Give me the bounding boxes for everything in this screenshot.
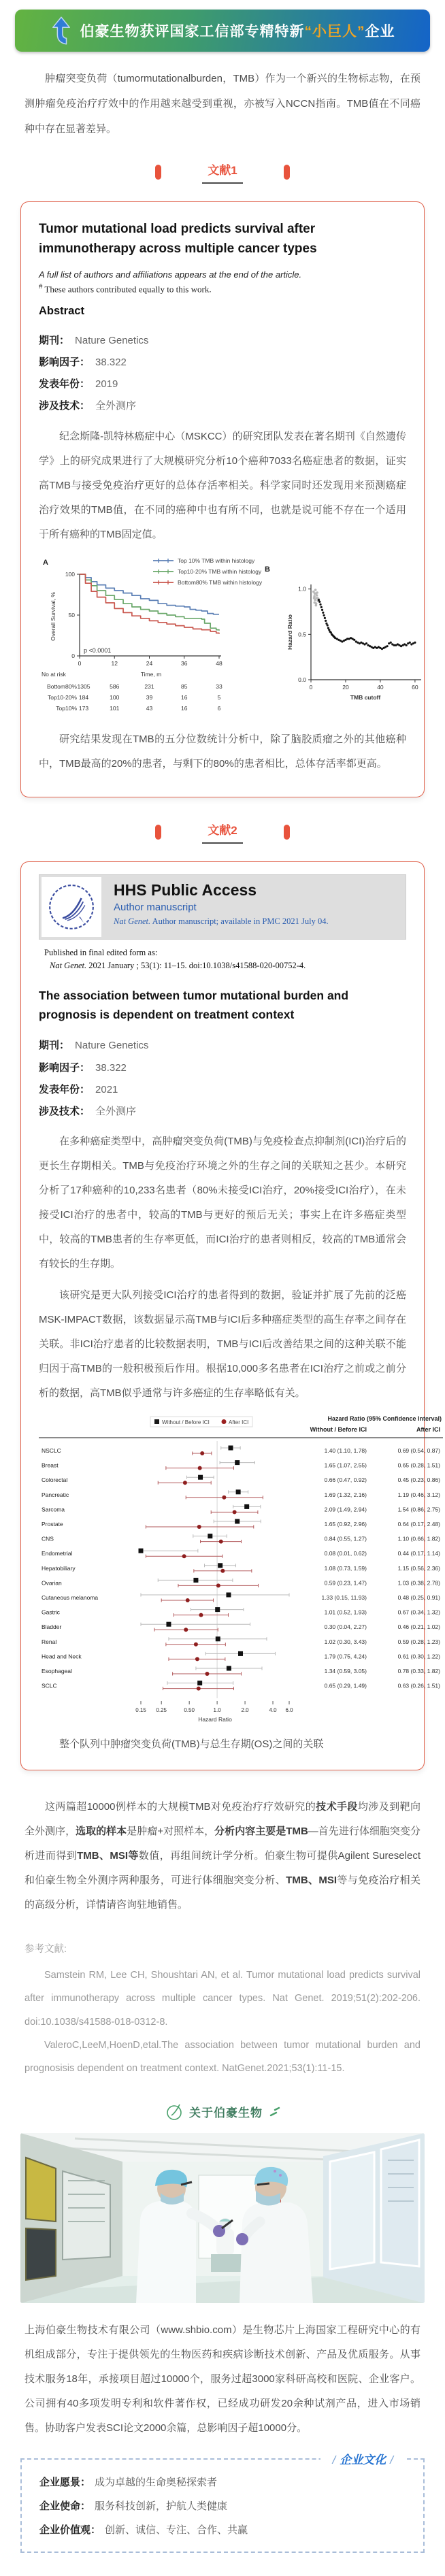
paper2-meta-year: 发表年份： 2021 [39, 1083, 118, 1095]
svg-text:Overall Survival, %: Overall Survival, % [50, 591, 56, 641]
svg-text:1305: 1305 [77, 682, 90, 690]
svg-text:Bottom80% TMB within histology: Bottom80% TMB within histology [178, 578, 263, 586]
svg-text:1.10 (0.66, 1.82): 1.10 (0.66, 1.82) [397, 1535, 440, 1542]
svg-text:B: B [265, 565, 270, 574]
published-block [44, 946, 406, 973]
culture-mission: 企业使命： 服务科技创新，护航人类健康 [39, 2500, 228, 2512]
svg-text:1.33 (0.15, 11.93): 1.33 (0.15, 11.93) [321, 1594, 367, 1602]
svg-text:0.0: 0.0 [298, 676, 306, 683]
svg-text:0.44 (0.17, 1.14): 0.44 (0.17, 1.14) [397, 1550, 440, 1557]
svg-text:85: 85 [181, 682, 188, 690]
svg-text:After ICI: After ICI [416, 1426, 440, 1434]
svg-text:5: 5 [217, 693, 221, 701]
svg-text:A: A [43, 558, 48, 567]
leaf-circle-icon [165, 2102, 185, 2122]
hhs-logo [42, 877, 101, 937]
paper2-meta-tech: 涉及技术： 全外测序 [39, 1106, 137, 1118]
svg-text:0.5: 0.5 [298, 630, 306, 638]
svg-text:6: 6 [217, 704, 221, 712]
svg-text:0.67 (0.34, 1.32): 0.67 (0.34, 1.32) [397, 1608, 440, 1616]
svg-text:NSCLC: NSCLC [42, 1447, 61, 1455]
svg-text:Top10%: Top10% [56, 704, 77, 712]
lab-photo [20, 2133, 425, 2303]
svg-text:Prostate: Prostate [42, 1521, 63, 1528]
svg-text:48: 48 [216, 659, 222, 667]
svg-text:0.84 (0.55, 1.27): 0.84 (0.55, 1.27) [324, 1535, 367, 1542]
svg-text:2.09 (1.49, 2.94): 2.09 (1.49, 2.94) [324, 1506, 367, 1513]
paper2-paragraph-2: 该研究是更大队列接受ICI治疗的患者得到的数据，验证并扩展了先前的泛癌MSK-IMPACT数据，该数据显示高TMB与ICI后多种癌症类型的高生存率之间存在关联。非ICI治疗患者的比较数据表明，TMB与ICI后改善结果之间的这种关联不能归因于高TMB的一般积极预后作用。根据10,000多名患者在ICI治疗之前或之前分析的数据，高TMB似乎通常与许多癌症的生存率略低有关。 [39, 1289, 406, 1400]
svg-text:0: 0 [78, 659, 82, 667]
svg-text:0.61 (0.30, 1.22): 0.61 (0.30, 1.22) [397, 1653, 440, 1660]
svg-text:100: 100 [110, 693, 120, 701]
summary-paragraph: 这两篇超10000例样本的大规模TMB对免疫治疗疗效研究的技术手段均涉及到靶向全外测序，选取的样本是肿瘤+对照样本，分析内容主要是TMB—首先进行体细胞突变分析进而得到TMB、MSI等数值，再组间统计学分析。伯豪生物可提供Agilent Sureselect和伯豪生物全外测序两种服务，可进行体细胞突变分析、TMB、MSI等与免疫治疗相关的高级分析，详情请咨询驻地销售。 [24, 1801, 421, 1911]
paper1-title: Tumor mutational load predicts survival after immunotherapy across multiple cancer types [39, 222, 317, 256]
about-heading-text: 关于伯豪生物 [189, 2107, 263, 2120]
svg-text:1.02 (0.30, 3.43): 1.02 (0.30, 3.43) [324, 1638, 367, 1646]
svg-text:40: 40 [377, 683, 384, 691]
svg-text:0.78 (0.33, 1.82): 0.78 (0.33, 1.82) [397, 1668, 440, 1675]
paper1-meta-tech: 涉及技术： 全外测序 [39, 400, 137, 412]
svg-text:1.34 (0.59, 3.05): 1.34 (0.59, 3.05) [324, 1668, 367, 1675]
references-section [24, 1938, 421, 2079]
svg-text:1.03 (0.38, 2.78): 1.03 (0.38, 2.78) [397, 1579, 440, 1587]
svg-text:36: 36 [181, 659, 188, 667]
svg-text:33: 33 [216, 682, 222, 690]
svg-text:p <0.0001: p <0.0001 [84, 646, 112, 654]
paper1-equal-note: # These authors contributed equally to this work. [39, 282, 212, 295]
svg-text:12: 12 [111, 659, 118, 667]
svg-text:Hepatobiliary: Hepatobiliary [42, 1565, 76, 1572]
intro-paragraph: 肿瘤突变负荷（tumormutationalburden，TMB）作为一个新兴的生物标志物，在预测肿瘤免疫治疗疗效中的作用越来越受到重视，亦被写入NCCN指南。TMB值在不同癌种中存在显著差异。 [24, 73, 421, 135]
svg-text:173: 173 [78, 704, 89, 712]
svg-text:0.69 (0.54, 0.87): 0.69 (0.54, 0.87) [397, 1447, 440, 1455]
svg-text:0.59 (0.28, 1.23): 0.59 (0.28, 1.23) [397, 1638, 440, 1646]
svg-text:0: 0 [71, 652, 75, 659]
about-heading [0, 2102, 445, 2122]
svg-text:Top10-20%: Top10-20% [47, 693, 77, 701]
svg-text:101: 101 [110, 704, 120, 712]
svg-text:SCLC: SCLC [42, 1682, 57, 1689]
paper2-meta-journal: 期刊： Nature Genetics [39, 1040, 149, 1052]
culture-box [20, 2453, 425, 2554]
svg-text:Hazard Ratio: Hazard Ratio [286, 614, 293, 650]
svg-text:24: 24 [146, 659, 153, 667]
svg-text:0.50: 0.50 [184, 1707, 195, 1714]
svg-text:Bladder: Bladder [42, 1623, 62, 1631]
svg-text:0.63 (0.26, 1.51): 0.63 (0.26, 1.51) [397, 1682, 440, 1689]
svg-text:1.08 (0.73, 1.59): 1.08 (0.73, 1.59) [324, 1565, 367, 1572]
svg-text:Top10-20% TMB within histology: Top10-20% TMB within histology [178, 567, 262, 575]
reference-item: Samstein RM, Lee CH, Shoushtari AN, et al. Tumor mutational load predicts survival after immunotherapy across multiple cancer types. Nat Genet. 2019;51(2):202-206. doi:10.1038/s41588-018-0312-8. [24, 1970, 421, 2028]
svg-text:0.45 (0.23, 0.86): 0.45 (0.23, 0.86) [397, 1476, 440, 1484]
banner-title: 伯豪生物获评国家工信部专精特新“小巨人”企业 [80, 24, 395, 39]
culture-tag: / 企业文化 / [320, 2450, 406, 2467]
paper2-paragraph-1: 在多种癌症类型中，高肿瘤突变负荷(TMB)与免疫检查点抑制剂(ICI)治疗后的更长生存期相关。TMB与免疫治疗环境之外的生存之间的关联知之甚少。本研究分析了17种癌种的10,233名患者（80%未接受ICI治疗，20%接受ICI治疗），在未接受ICI治疗的患者中，较高的TMB与更好的预后无关；事实上在许多癌症类型中，较高的TMB患者的生存率更低，而ICI治疗的患者则相反，较高的TMB通常会有较长的生存期。 [39, 1136, 406, 1270]
svg-text:0: 0 [309, 683, 313, 691]
svg-text:16: 16 [181, 693, 188, 701]
svg-text:Cutaneous melanoma: Cutaneous melanoma [42, 1594, 99, 1602]
svg-text:Renal: Renal [42, 1638, 57, 1646]
paper1-meta-year: 发表年份： 2019 [39, 378, 118, 391]
svg-text:Without / Before ICI: Without / Before ICI [310, 1426, 367, 1434]
svg-text:CNS: CNS [42, 1535, 54, 1542]
svg-text:16: 16 [181, 704, 188, 712]
marker-pill-left [155, 825, 161, 840]
svg-text:0.64 (0.17, 2.48): 0.64 (0.17, 2.48) [397, 1521, 440, 1528]
section1-marker [0, 161, 445, 184]
svg-text:Ovarian: Ovarian [42, 1579, 62, 1587]
svg-text:1.65 (1.07, 2.55): 1.65 (1.07, 2.55) [324, 1462, 367, 1469]
svg-text:39: 39 [146, 693, 153, 701]
svg-text:Breast: Breast [42, 1462, 59, 1469]
section1-label: 文献1 [202, 161, 242, 184]
svg-text:184: 184 [78, 693, 89, 701]
paper1-abstract-label: Abstract [39, 304, 84, 317]
svg-text:1.01 (0.52, 1.93): 1.01 (0.52, 1.93) [324, 1608, 367, 1616]
section2-label: 文献2 [202, 821, 242, 844]
svg-text:Sarcoma: Sarcoma [42, 1506, 65, 1513]
marker-pill-left [155, 165, 161, 180]
hhs-citation: Nat Genet. Author manuscript; available in PMC 2021 July 04. [114, 916, 329, 926]
hhs-subtitle: Author manuscript [114, 901, 197, 913]
banner [15, 10, 430, 52]
svg-text:1.15 (0.56, 2.36): 1.15 (0.56, 2.36) [397, 1565, 440, 1572]
svg-text:0.15: 0.15 [135, 1707, 146, 1714]
dash-decoration-icon [267, 2106, 280, 2118]
culture-vision: 企业愿景： 成为卓越的生命奥秘探索者 [39, 2476, 218, 2488]
forest-plot-figure [39, 1413, 443, 1727]
svg-text:2.0: 2.0 [241, 1707, 249, 1714]
svg-text:1.19 (0.46, 3.12): 1.19 (0.46, 3.12) [397, 1491, 440, 1499]
forest-plot-caption: 整个队列中肿瘤突变负荷(TMB)与总生存期(OS)之间的关联 [59, 1738, 324, 1751]
svg-text:0.30 (0.04, 2.27): 0.30 (0.04, 2.27) [324, 1623, 367, 1631]
svg-text:Bottom80%: Bottom80% [47, 682, 77, 690]
hhs-title: HHS Public Access [114, 880, 257, 899]
svg-text:4.0: 4.0 [269, 1707, 277, 1714]
svg-text:0.65 (0.28, 1.51): 0.65 (0.28, 1.51) [397, 1462, 440, 1469]
svg-text:Esophageal: Esophageal [42, 1668, 72, 1675]
svg-text:0.59 (0.23, 1.47): 0.59 (0.23, 1.47) [324, 1579, 367, 1587]
svg-text:0.08 (0.01, 0.62): 0.08 (0.01, 0.62) [324, 1550, 367, 1557]
svg-text:TMB cutoff: TMB cutoff [350, 693, 381, 701]
svg-text:Hazard Ratio: Hazard Ratio [198, 1716, 232, 1723]
svg-text:231: 231 [144, 682, 154, 690]
svg-text:1.54 (0.86, 2.75): 1.54 (0.86, 2.75) [397, 1506, 440, 1513]
paper1-paragraph-2: 研究结果发现在TMB的五分位数统计分析中，除了脑胶质瘤之外的其他癌种中，TMB最高的20%的患者，与剩下的80%的患者相比，总体存活率都更高。 [39, 733, 406, 770]
published-line1: Published in final edited form as: [44, 947, 158, 957]
paper2-title: The association between tumor mutational burden and prognosis is dependent on treatment context [39, 989, 349, 1022]
svg-text:Colorectal: Colorectal [42, 1476, 68, 1484]
svg-text:1.40 (1.10, 1.78): 1.40 (1.10, 1.78) [324, 1447, 367, 1455]
paper1-authors-note: A full list of authors and affiliations appears at the end of the article. [39, 269, 302, 280]
paper1-meta-impact: 影响因子： 38.322 [39, 356, 127, 368]
svg-text:60: 60 [412, 683, 418, 691]
paper1-card [20, 201, 425, 797]
svg-text:586: 586 [110, 682, 120, 690]
marker-pill-right [284, 825, 290, 840]
svg-text:50: 50 [68, 611, 75, 618]
svg-text:1.69 (1.32, 2.16): 1.69 (1.32, 2.16) [324, 1491, 367, 1499]
paper1-meta-journal: 期刊： Nature Genetics [39, 334, 149, 346]
published-line2: Nat Genet. 2021 January ; 53(1): 11–15. doi:10.1038/s41588-020-00752-4. [50, 960, 306, 970]
marker-pill-right [284, 165, 290, 180]
company-paragraph: 上海伯豪生物技术有限公司（www.shbio.com）是生物芯片上海国家工程研究中心的有机组成部分，专注于提供领先的生物医药和疾病诊断技术创新、产品及优质服务。从事技术服务18年，承接项目超过10000个，服务过超3000家科研高校和医院、企业客户。公司拥有40多项发明专利和软件著作权，已经成功研发20余种试剂产品，进入市场销售。协助客户发表SCI论文2000余篇，总影响因子超10000分。 [24, 2324, 421, 2434]
hhs-eagle-icon [46, 882, 97, 932]
references-label: 参考文献: [24, 1944, 67, 1955]
culture-values: 企业价值观： 创新、诚信、专注、合作、共赢 [39, 2524, 248, 2537]
svg-text:1.79 (0.75, 4.24): 1.79 (0.75, 4.24) [324, 1653, 367, 1660]
svg-text:Hazard Ratio (95% Confidence I: Hazard Ratio (95% Confidence Interval) [327, 1415, 442, 1423]
paper2-meta-impact: 影响因子： 38.322 [39, 1061, 127, 1074]
svg-text:0.65 (0.29, 1.49): 0.65 (0.29, 1.49) [324, 1682, 367, 1689]
hhs-header [39, 874, 406, 940]
svg-text:No at risk: No at risk [42, 670, 66, 678]
svg-text:After ICI: After ICI [229, 1419, 249, 1426]
hhs-header-text [101, 877, 329, 937]
section2-marker [0, 821, 445, 844]
svg-text:1.65 (0.92, 2.96): 1.65 (0.92, 2.96) [324, 1521, 367, 1528]
paper1-paragraph-1: 纪念斯隆-凯特林癌症中心（MSKCC）的研究团队发表在著名期刊《自然遗传学》上的研究成果进行了大规模研究分析10个癌种7033名癌症患者的数据，证实高TMB与接受免疫治疗更好的总体存活率相关。科学家同时还发现用来预测癌症治疗效果的TMB值，在不同的癌种中也有所不同，也就是说可能不存在一个适用于所有癌种的TMB固定值。 [39, 430, 406, 540]
svg-text:1.0: 1.0 [213, 1707, 221, 1714]
svg-text:Without / Before ICI: Without / Before ICI [162, 1419, 210, 1426]
svg-text:Endometrial: Endometrial [42, 1550, 73, 1557]
up-arrow-icon [50, 16, 72, 46]
reference-item: ValeroC,LeeM,HoenD,etal.The association between tumor mutational burden and prognosisis dependent on treatment context. NatGenet.2021;53(1):11-15. [24, 2039, 421, 2074]
svg-text:0.66 (0.47, 0.92): 0.66 (0.47, 0.92) [324, 1476, 367, 1484]
svg-text:Time, m: Time, m [140, 670, 162, 678]
svg-text:Pancreatic: Pancreatic [42, 1491, 69, 1499]
km-survival-figure [39, 554, 443, 721]
svg-text:0.46 (0.21, 1.02): 0.46 (0.21, 1.02) [397, 1623, 440, 1631]
svg-text:Top 10% TMB within histology: Top 10% TMB within histology [178, 557, 255, 564]
svg-text:0.48 (0.25, 0.91): 0.48 (0.25, 0.91) [397, 1594, 440, 1602]
svg-text:100: 100 [65, 570, 75, 578]
paper2-card [20, 861, 442, 1771]
svg-text:Gastric: Gastric [42, 1608, 60, 1616]
svg-text:6.0: 6.0 [285, 1707, 293, 1714]
svg-text:43: 43 [146, 704, 153, 712]
svg-text:1.0: 1.0 [298, 585, 306, 593]
svg-text:0.25: 0.25 [156, 1707, 167, 1714]
svg-text:Head and Neck: Head and Neck [42, 1653, 82, 1660]
svg-text:20: 20 [342, 683, 349, 691]
